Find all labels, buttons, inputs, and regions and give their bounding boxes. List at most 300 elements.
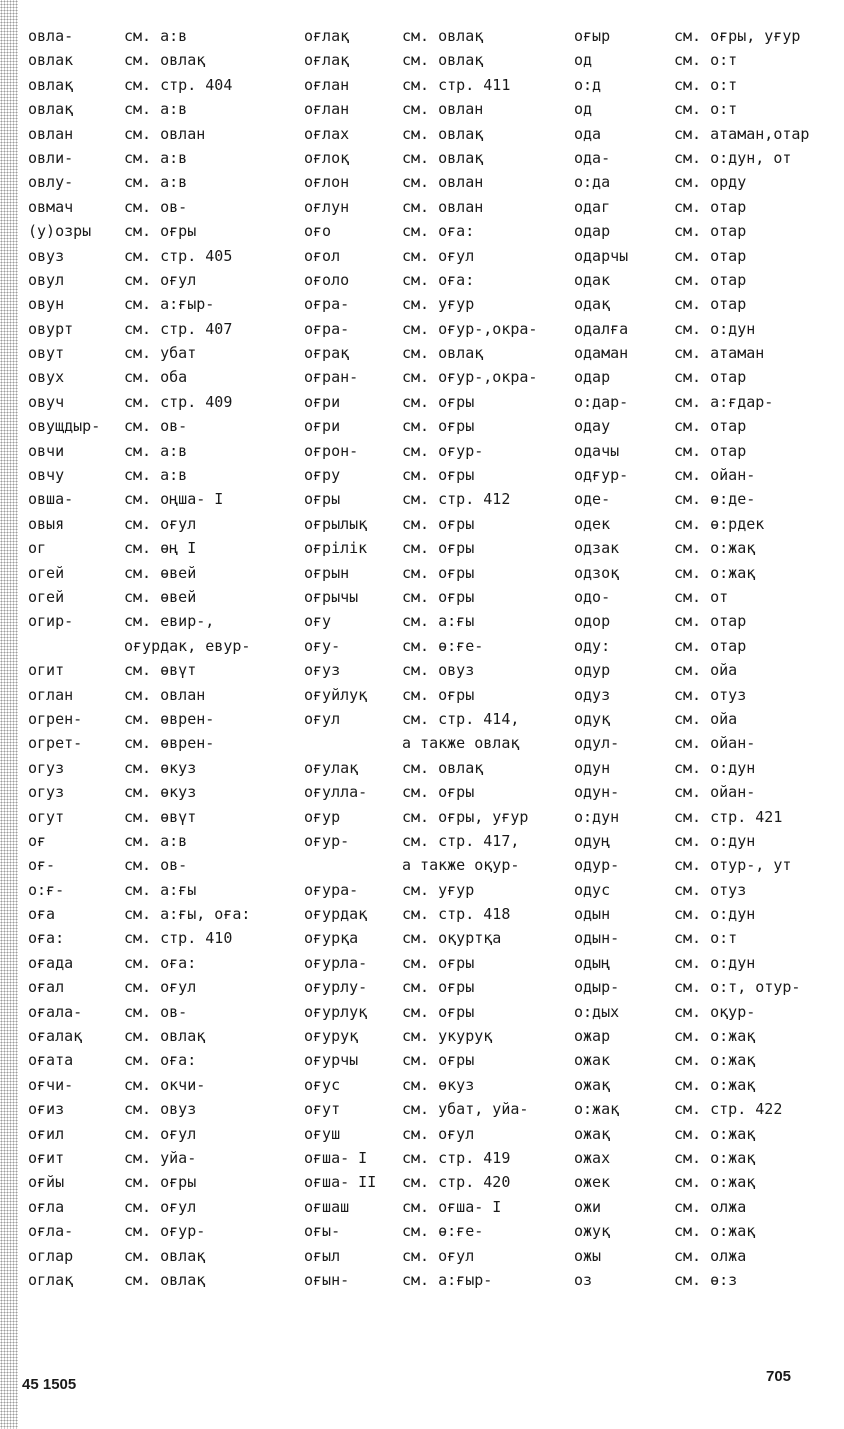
entry-headword: оғрычы (304, 587, 359, 606)
entry-row (304, 512, 537, 536)
dictionary-column-2 (304, 24, 537, 1292)
entry-row (574, 829, 809, 853)
entry-row (28, 1024, 250, 1048)
entry-reference: см. ов- (124, 856, 188, 875)
entry-reference: см. овлақ (402, 148, 484, 167)
entry-reference: см. отар (674, 612, 747, 631)
entry-row (574, 463, 809, 487)
entry-headword: ожек (574, 1173, 611, 1192)
entry-row (304, 878, 537, 902)
entry-row (304, 414, 537, 438)
entry-reference: см. оғул (124, 1197, 197, 1216)
entry-headword: оғрын (304, 563, 350, 582)
entry-row (574, 292, 809, 316)
entry-row (304, 780, 537, 804)
entry-row (574, 585, 809, 609)
entry-reference: см. о:жақ (674, 1027, 756, 1046)
entry-headword: ожақ (574, 1075, 611, 1094)
entry-row (28, 1122, 250, 1146)
entry-row (28, 512, 250, 536)
entry-reference: см. оғры (402, 1051, 475, 1070)
entry-row (304, 1244, 537, 1268)
entry-row (28, 414, 250, 438)
entry-reference: см. о:дун (674, 758, 756, 777)
entry-row (28, 24, 250, 48)
entry-reference: см. овлақ (402, 344, 484, 363)
entry-row (574, 1268, 809, 1292)
entry-reference: см. о:дун (674, 831, 756, 850)
entry-reference: см. отар (674, 295, 747, 314)
entry-reference: см. өвей (124, 587, 197, 606)
entry-row (574, 1073, 809, 1097)
entry-headword: одын- (574, 929, 620, 948)
entry-reference: см. от (674, 587, 729, 606)
entry-row (28, 292, 250, 316)
entry-reference: см. оға: (402, 222, 475, 241)
entry-headword: одаман (574, 344, 629, 363)
entry-row (574, 731, 809, 755)
entry-reference: см. стр. 419 (402, 1148, 511, 1167)
entry-reference: см. стр. 412 (402, 490, 511, 509)
entry-headword: оғала- (28, 1002, 83, 1021)
entry-headword: оғит (28, 1148, 65, 1167)
entry-reference: см. а:в (124, 27, 188, 45)
entry-reference: см. оғул (402, 1246, 475, 1265)
entry-headword: огей (28, 587, 65, 606)
entry-reference: оғурдак, евур- (124, 636, 251, 655)
entry-headword: огут (28, 807, 65, 826)
entry-row (28, 805, 250, 829)
entry-reference: см. убат (124, 344, 197, 363)
entry-reference: см. о:т (674, 75, 738, 94)
entry-headword: оғлан (304, 75, 350, 94)
entry-row (28, 48, 250, 72)
entry-row (574, 1000, 809, 1024)
entry-reference: см. өкуз (124, 758, 197, 777)
entry-reference: см. оғул (124, 514, 197, 533)
dictionary-column-3 (574, 24, 809, 1292)
entry-reference: см. убат, уйа- (402, 1100, 529, 1119)
entry-reference: см. евир-, (124, 612, 215, 631)
entry-headword: одус (574, 880, 611, 899)
entry-row (574, 487, 809, 511)
entry-row (28, 341, 250, 365)
entry-reference: см. о:дун (674, 905, 756, 924)
entry-headword: оз (574, 1270, 593, 1289)
entry-headword: овыя (28, 514, 65, 533)
entry-headword: одғур- (574, 466, 629, 485)
entry-headword: одуқ (574, 709, 611, 728)
entry-reference: см. отар (674, 441, 747, 460)
entry-row (574, 1195, 809, 1219)
entry-headword (304, 731, 402, 755)
entry-headword: оглақ (28, 1270, 74, 1289)
entry-headword: одарчы (574, 246, 629, 265)
entry-headword: одақ (574, 295, 611, 314)
entry-reference: см. оғур-,окра- (402, 319, 538, 338)
entry-reference: см. өврен- (124, 734, 215, 753)
entry-headword: оғурлу- (304, 978, 368, 997)
entry-headword (28, 634, 124, 658)
entry-row (28, 1073, 250, 1097)
entry-headword: оғчи- (28, 1075, 74, 1094)
entry-headword: о:жақ (574, 1100, 620, 1119)
entry-headword: оғрілік (304, 539, 368, 558)
entry-row (304, 122, 537, 146)
entry-headword: одо- (574, 587, 611, 606)
entry-row (28, 585, 250, 609)
entry-headword: одул- (574, 734, 620, 753)
entry-headword: одау (574, 417, 611, 436)
entry-reference: см. оғул (402, 1124, 475, 1143)
entry-row (304, 24, 537, 48)
entry-headword: оғра- (304, 295, 350, 314)
entry-reference: см. оғша- I (402, 1197, 502, 1216)
entry-reference: см. оңша- I (124, 490, 224, 509)
entry-headword: одур (574, 661, 611, 680)
entry-row (28, 1268, 250, 1292)
entry-row (28, 244, 250, 268)
entry-row (574, 975, 809, 999)
entry-row (28, 170, 250, 194)
entry-headword: оғуз (304, 661, 341, 680)
entry-headword: о:дых (574, 1002, 620, 1021)
entry-reference: см. о:жақ (674, 1173, 756, 1192)
entry-reference: см. отуз (674, 685, 747, 704)
entry-row (304, 829, 537, 853)
entry-reference: см. өвей (124, 563, 197, 582)
entry-reference: см. өвүт (124, 807, 197, 826)
entry-row (574, 268, 809, 292)
entry-headword: оғла- (28, 1222, 74, 1241)
entry-headword: оғил (28, 1124, 65, 1143)
entry-row (304, 1146, 537, 1170)
entry-row (28, 707, 250, 731)
entry-row (28, 926, 250, 950)
entry-row (304, 902, 537, 926)
entry-row (304, 951, 537, 975)
entry-row (28, 975, 250, 999)
entry-row (304, 73, 537, 97)
entry-row (28, 1219, 250, 1243)
entry-reference: см. оғры (402, 514, 475, 533)
entry-reference: см. стр. 410 (124, 929, 233, 948)
entry-row (304, 585, 537, 609)
entry-row (28, 951, 250, 975)
entry-row (304, 1170, 537, 1194)
entry-reference: см. а:в (124, 441, 188, 460)
entry-headword: оғурдақ (304, 905, 368, 924)
entry-reference: см. овлақ (402, 758, 484, 777)
entry-headword: огуз (28, 783, 65, 802)
entry-headword: оғлақ (304, 27, 350, 45)
entry-reference: см. овлан (402, 197, 484, 216)
page-number: 705 (766, 1368, 792, 1385)
entry-headword: овуз (28, 246, 65, 265)
entry-headword: оғоло (304, 270, 350, 289)
entry-headword: ожы (574, 1246, 602, 1265)
entry-reference: см. олжа (674, 1197, 747, 1216)
entry-reference: см. отар (674, 636, 747, 655)
entry-row (574, 1170, 809, 1194)
entry-row (574, 170, 809, 194)
entry-reference: см. отар (674, 417, 747, 436)
entry-row (28, 122, 250, 146)
entry-row (304, 219, 537, 243)
entry-reference: см. о:дун, от (674, 148, 792, 167)
entry-row (574, 1219, 809, 1243)
entry-headword: ода (574, 124, 602, 143)
entry-row (304, 146, 537, 170)
entry-row (28, 195, 250, 219)
entry-row (28, 1170, 250, 1194)
entry-headword: ода- (574, 148, 611, 167)
entry-row (304, 1122, 537, 1146)
entry-reference: см. овлақ (402, 27, 484, 45)
entry-headword: овут (28, 344, 65, 363)
entry-reference: см. овлан (402, 100, 484, 119)
entry-headword: о:дун (574, 807, 620, 826)
entry-headword: овун (28, 295, 65, 314)
entry-reference: см. о:т (674, 100, 738, 119)
entry-headword: оғул (304, 709, 341, 728)
entry-headword: оғут (304, 1100, 341, 1119)
entry-headword (304, 853, 402, 877)
entry-row (304, 1195, 537, 1219)
entry-headword: одачы (574, 441, 620, 460)
entry-reference: см. өврен- (124, 709, 215, 728)
entry-row (574, 414, 809, 438)
entry-row (574, 756, 809, 780)
entry-row (304, 536, 537, 560)
entry-headword: одор (574, 612, 611, 631)
entry-reference: см. стр. 411 (402, 75, 511, 94)
entry-row (28, 561, 250, 585)
entry-row (574, 512, 809, 536)
entry-reference: см. о:т (674, 51, 738, 70)
entry-headword: о:дар- (574, 392, 629, 411)
entry-row (28, 1097, 250, 1121)
entry-reference: см. отар (674, 246, 747, 265)
entry-row (28, 683, 250, 707)
entry-reference: см. стр. 409 (124, 392, 233, 411)
entry-reference: см. оғур- (124, 1222, 206, 1241)
entry-reference: см. өвүт (124, 661, 197, 680)
entry-reference: см. оғры (402, 685, 475, 704)
entry-headword: овуч (28, 392, 65, 411)
entry-row (304, 731, 537, 755)
entry-headword: оғулла- (304, 783, 368, 802)
entry-reference: см. ө:де- (674, 490, 756, 509)
entry-headword: огит (28, 661, 65, 680)
entry-reference: см. оғры (402, 466, 475, 485)
entry-reference: см. отар (674, 368, 747, 387)
entry-row (28, 536, 250, 560)
entry-reference: см. өкуз (124, 783, 197, 802)
entry-row (574, 365, 809, 389)
entry-row (28, 146, 250, 170)
entry-reference: см. а:в (124, 466, 188, 485)
entry-reference: см. стр. 404 (124, 75, 233, 94)
entry-headword: овул (28, 270, 65, 289)
entry-headword: оглар (28, 1246, 74, 1265)
entry-row (304, 1024, 537, 1048)
entry-headword: оғлақ (304, 51, 350, 70)
entry-headword: овлу- (28, 173, 74, 192)
entry-headword: огрет- (28, 734, 83, 753)
entry-headword: одзак (574, 539, 620, 558)
entry-reference: см. отур-, ут (674, 856, 792, 875)
entry-reference: см. ойа (674, 709, 738, 728)
entry-reference: см. оғры (402, 539, 475, 558)
entry-row (28, 1146, 250, 1170)
entry-reference: см. оқур- (674, 1002, 756, 1021)
entry-row (304, 1000, 537, 1024)
entry-reference: см. стр. 418 (402, 905, 511, 924)
entry-headword: (у)озры (28, 222, 92, 241)
entry-row (304, 561, 537, 585)
entry-reference: см. о:жақ (674, 1124, 756, 1143)
entry-headword: одыр- (574, 978, 620, 997)
entry-reference: см. оға: (124, 1051, 197, 1070)
entry-reference: см. ө:з (674, 1270, 738, 1289)
entry-row (304, 1073, 537, 1097)
entry-headword: овчи (28, 441, 65, 460)
entry-headword: одалға (574, 319, 629, 338)
entry-headword: оғурқа (304, 929, 359, 948)
entry-headword: оғлоқ (304, 148, 350, 167)
entry-row (304, 683, 537, 707)
entry-reference: см. оғул (124, 978, 197, 997)
entry-row (304, 390, 537, 414)
entry-reference: см. ойан- (674, 466, 756, 485)
entry-headword: оғйы (28, 1173, 65, 1192)
entry-row (28, 658, 250, 682)
entry-headword: о:ғ- (28, 880, 65, 899)
entry-headword: огрен- (28, 709, 83, 728)
entry-headword: ожак (574, 1051, 611, 1070)
entry-headword: одаг (574, 197, 611, 216)
entry-row (304, 975, 537, 999)
entry-row (304, 341, 537, 365)
entry-row (574, 878, 809, 902)
entry-row (304, 926, 537, 950)
entry-headword: оғра- (304, 319, 350, 338)
entry-reference: см. о:т (674, 929, 738, 948)
entry-reference: см. оғур-,окра- (402, 368, 538, 387)
entry-reference: см. стр. 420 (402, 1173, 511, 1192)
entry-row (28, 1000, 250, 1024)
entry-reference: см. стр. 421 (674, 807, 783, 826)
entry-headword: овлақ (28, 75, 74, 94)
entry-reference: см. овлақ (124, 51, 206, 70)
entry-row (574, 1146, 809, 1170)
entry-headword: оғлан (304, 100, 350, 119)
entry-headword: овлақ (28, 100, 74, 119)
entry-row (304, 439, 537, 463)
entry-row (304, 365, 537, 389)
entry-row (574, 439, 809, 463)
entry-row (304, 97, 537, 121)
entry-headword: овлак (28, 51, 74, 70)
entry-headword: оғ- (28, 856, 56, 875)
entry-row (304, 609, 537, 633)
entry-row (304, 244, 537, 268)
entry-headword: огир- (28, 612, 74, 631)
entry-reference: см. оба (124, 368, 188, 387)
entry-row (304, 1097, 537, 1121)
entry-headword: оғу (304, 612, 332, 631)
entry-headword: оғурчы (304, 1051, 359, 1070)
entry-row (574, 219, 809, 243)
entry-headword: оғлах (304, 124, 350, 143)
entry-row (304, 48, 537, 72)
entry-headword: овли- (28, 148, 74, 167)
entry-reference: см. уйа- (124, 1148, 197, 1167)
entry-reference: см. оғры (402, 953, 475, 972)
entry-row (574, 341, 809, 365)
entry-reference: см. овлақ (124, 1246, 206, 1265)
entry-reference: см. о:дун (674, 953, 756, 972)
entry-reference: см. а:ғыр- (124, 295, 215, 314)
entry-headword: овмач (28, 197, 74, 216)
entry-row (28, 731, 250, 755)
entry-reference: см. оғры (402, 392, 475, 411)
entry-row (28, 878, 250, 902)
dictionary-column-1 (28, 24, 250, 1292)
entry-headword: овлан (28, 124, 74, 143)
entry-row (304, 317, 537, 341)
entry-reference: см. о:жақ (674, 563, 756, 582)
entry-reference: см. ө:ғе- (402, 636, 484, 655)
entry-row (574, 707, 809, 731)
entry-headword: оғри (304, 392, 341, 411)
entry-reference: см. стр. 422 (674, 1100, 783, 1119)
entry-headword: оғша- I (304, 1148, 368, 1167)
entry-headword: овчу (28, 466, 65, 485)
entry-reference: см. ойа (674, 661, 738, 680)
entry-headword: одак (574, 270, 611, 289)
entry-reference: а также оқур- (402, 856, 520, 875)
entry-headword: одын (574, 905, 611, 924)
entry-reference: см. оғры (402, 563, 475, 582)
entry-reference: см. ө:рдек (674, 514, 765, 533)
entry-row (574, 24, 809, 48)
entry-row (28, 780, 250, 804)
entry-reference: см. овуз (402, 661, 475, 680)
entry-headword: ожах (574, 1148, 611, 1167)
entry-row (28, 902, 250, 926)
entry-headword: овурт (28, 319, 74, 338)
entry-headword: одек (574, 514, 611, 533)
entry-reference: см. ойан- (674, 783, 756, 802)
entry-reference: см. овлақ (124, 1270, 206, 1289)
entry-row (28, 853, 250, 877)
entry-row (304, 463, 537, 487)
entry-row (28, 463, 250, 487)
entry-row (28, 268, 250, 292)
entry-reference: см. оқуртқа (402, 929, 502, 948)
entry-reference: см. а:в (124, 148, 188, 167)
entry-headword: оғо (304, 222, 332, 241)
entry-headword: овша- (28, 490, 74, 509)
entry-headword: од (574, 100, 593, 119)
entry-reference: см. овлақ (402, 51, 484, 70)
entry-reference: см. оға: (124, 953, 197, 972)
entry-row (574, 317, 809, 341)
entry-row (574, 1048, 809, 1072)
entry-headword: ог (28, 539, 47, 558)
